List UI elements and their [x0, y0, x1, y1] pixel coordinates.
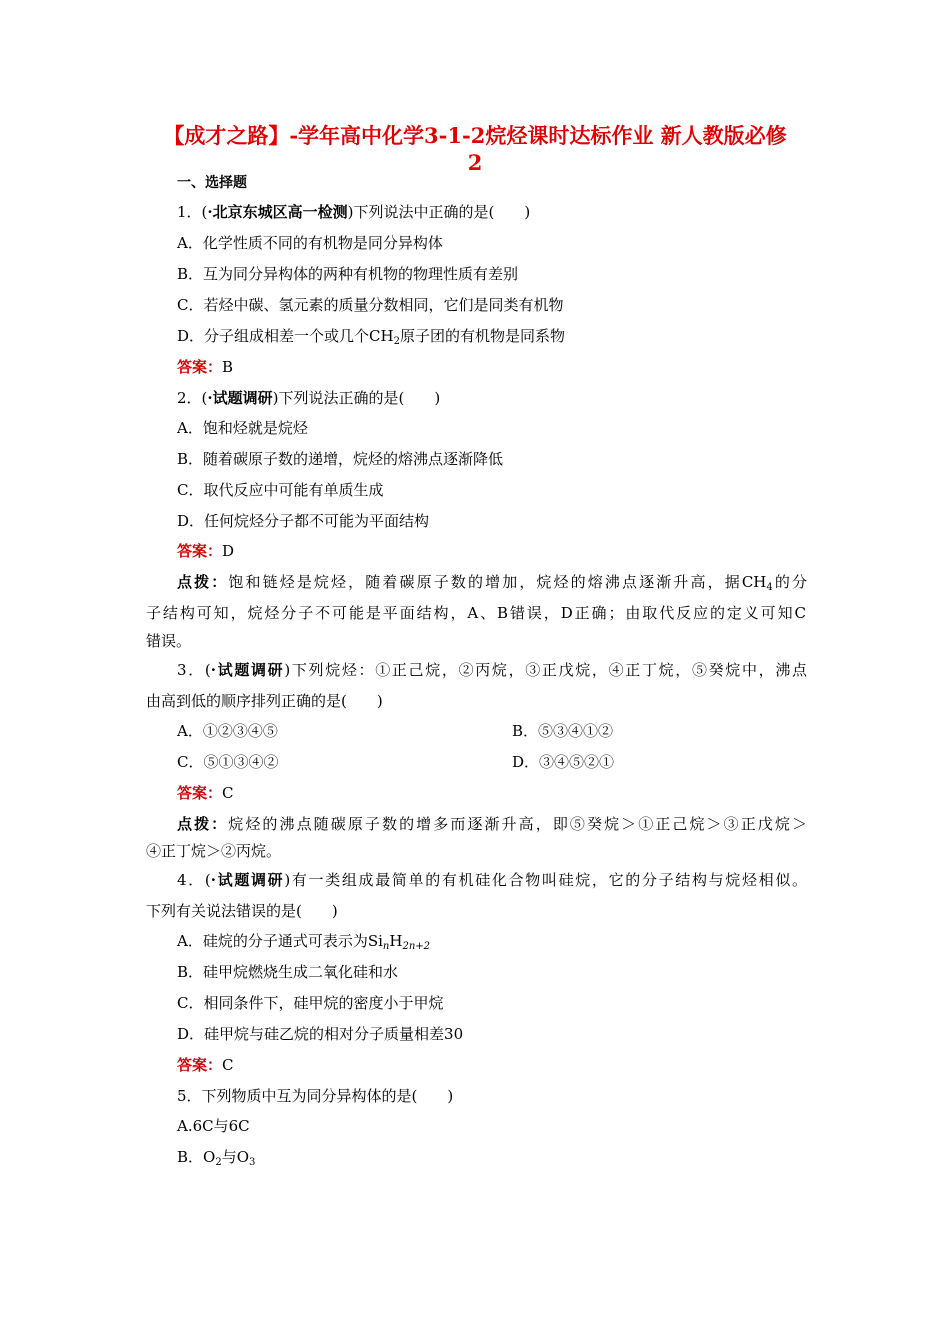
- q2-option-d: D．任何烷烃分子都不可能为平面结构: [177, 512, 430, 530]
- title-line-1: 【成才之路】-学年高中化学3-1-2烷烃课时达标作业 新人教版必修: [163, 123, 787, 148]
- q1-option-b: B．互为同分异构体的两种有机物的物理性质有差别: [177, 265, 519, 283]
- q4-stem-line-1: 4．(·试题调研)有一类组成最简单的有机硅化合物叫硅烷，它的分子结构与烷烃相似。: [177, 871, 807, 889]
- q3-hint-line-1: 点拨：烷烃的沸点随碳原子数的增多而逐渐升高，即⑤癸烷＞①正己烷＞③正戊烷＞: [177, 815, 807, 833]
- q2-stem: 2．(·试题调研)下列说法正确的是( ): [177, 389, 441, 407]
- q1-option-a: A．化学性质不同的有机物是同分异构体: [177, 234, 443, 252]
- q2-answer: 答案：D: [177, 542, 235, 560]
- q3-stem-line-1: 3．(·试题调研)下列烷烃：①正己烷，②丙烷，③正戊烷，④正丁烷，⑤癸烷中，沸点: [177, 661, 807, 679]
- q2-option-a: A．饱和烃就是烷烃: [177, 419, 308, 437]
- q2-option-b: B．随着碳原子数的递增，烷烃的熔沸点逐渐降低: [177, 450, 504, 468]
- q5-stem: 5．下列物质中互为同分异构体的是( ): [177, 1087, 454, 1105]
- q3-option-d: D．③④⑤②①: [512, 753, 615, 771]
- q4-stem-line-2: 下列有关说法错误的是( ): [146, 902, 338, 920]
- q1-option-d: D．分子组成相差一个或几个$CH_2$原子团的有机物是同系物: [177, 327, 565, 347]
- q4-option-c: C．相同条件下，硅甲烷的密度小于甲烷: [177, 994, 444, 1012]
- q2-hint-line-2: 子结构可知，烷烃分子不可能是平面结构，A、B错误，D正确；由取代反应的定义可知C: [146, 604, 806, 622]
- q2-option-c: C．取代反应中可能有单质生成: [177, 481, 384, 499]
- q3-option-b: B．⑤③④①②: [512, 722, 614, 740]
- q4-answer: 答案：C: [177, 1056, 234, 1074]
- q2-hint-line-3: 错误。: [146, 632, 192, 650]
- q5-option-a: A.6C与6C: [177, 1117, 250, 1135]
- q3-option-c: C．⑤①③④②: [177, 753, 279, 771]
- q5-option-b: B．$O_2$与$O_3$: [177, 1148, 256, 1168]
- q4-option-a: A．硅烷的分子通式可表示为$Si_nH_{2n+2}$: [177, 932, 431, 952]
- q4-option-b: B．硅甲烷燃烧生成二氧化硅和水: [177, 963, 399, 981]
- section-heading: 一、选择题: [177, 175, 247, 191]
- q1-answer: 答案：B: [177, 358, 234, 376]
- q3-answer: 答案：C: [177, 784, 234, 802]
- q2-hint-line-1: 点拨：饱和链烃是烷烃，随着碳原子数的增加，烷烃的熔沸点逐渐升高，据$CH_4$的分: [177, 573, 807, 593]
- q1-stem: 1．(·北京东城区高一检测)下列说法中正确的是( ): [177, 203, 531, 221]
- q4-option-d: D．硅甲烷与硅乙烷的相对分子质量相差30: [177, 1025, 464, 1043]
- q3-option-a: A．①②③④⑤: [177, 722, 278, 740]
- document-title: [120, 122, 830, 176]
- q3-stem-line-2: 由高到低的顺序排列正确的是( ): [146, 692, 383, 710]
- q3-hint-line-2: ④正丁烷＞②丙烷。: [146, 842, 282, 860]
- title-line-2: 2: [467, 150, 483, 175]
- q1-option-c: C．若烃中碳、氢元素的质量分数相同，它们是同类有机物: [177, 296, 564, 314]
